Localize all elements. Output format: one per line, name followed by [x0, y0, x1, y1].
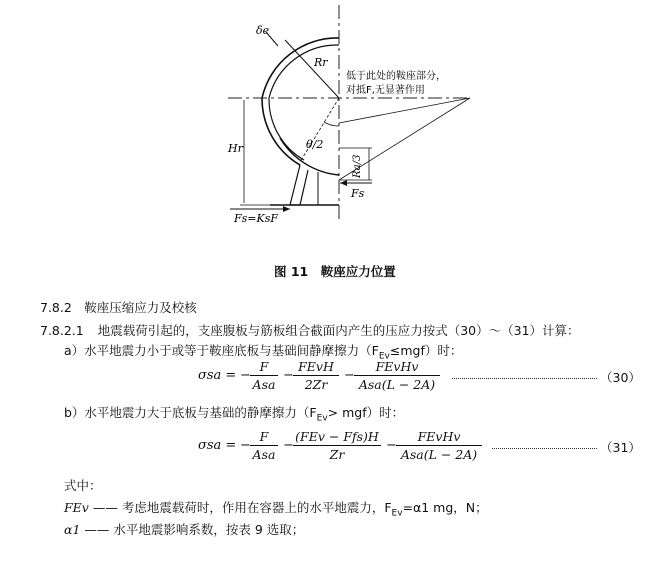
- eq31-lhs: σsa =: [198, 438, 237, 453]
- def1-symbol: FEv: [64, 500, 89, 515]
- eq31-t2-den: Zr: [329, 447, 345, 462]
- case-b-end: > mgf）时：: [327, 405, 405, 420]
- def1-end: =α1 mg，N；: [402, 500, 488, 515]
- eq31-t3-den: Asa(L − 2A): [400, 447, 478, 462]
- radius-line: [285, 40, 339, 98]
- paragraph-text: 地震载荷引起的，支座腹板与筋板组合截面内产生的压应力按式（30）～（31）计算：: [97, 323, 580, 338]
- label-rr: Rr: [314, 56, 328, 69]
- definition-fev: [64, 500, 488, 522]
- case-a-label: a）水平地震力小于或等于鞍座底板与基础间静摩擦力（F: [64, 343, 379, 358]
- eq30-leader-dots: [452, 378, 597, 379]
- label-hr: Hr: [228, 142, 243, 155]
- eq31-t1-den: Asa: [252, 447, 276, 462]
- case-b-label: b）水平地震力大于底板与基础的静摩擦力（F: [64, 405, 317, 420]
- case-a-end: ≤mgf）时：: [389, 343, 463, 358]
- def2-text: —— 水平地震影响系数，按表 9 选取；: [84, 522, 305, 537]
- eq31-term-3: [396, 429, 482, 462]
- label-theta-half: θ/2: [306, 138, 324, 151]
- case-b-sub: Ev: [316, 413, 328, 424]
- label-ra3: Ra/3: [352, 154, 363, 178]
- eq30-t2-num: FEvH: [293, 359, 339, 376]
- saddle-stress-figure: [0, 0, 656, 260]
- eq31-t1-num: F: [250, 429, 278, 446]
- where-label: 式中：: [64, 478, 102, 493]
- eq30-lhs: σsa =: [198, 368, 237, 383]
- eq31-leader-dots: [492, 448, 597, 449]
- vessel-shell-inner: [269, 45, 339, 160]
- eq31-minus-2: −: [283, 438, 294, 453]
- eq31-tag: （31）: [600, 440, 641, 455]
- theta-arc: [324, 122, 339, 126]
- eq30-t1-num: F: [250, 359, 278, 376]
- eq30-minus-2: −: [283, 368, 294, 383]
- eq30-t2-den: 2Zr: [304, 377, 328, 392]
- def1-sub: Ev: [391, 508, 403, 519]
- eq30-t3-den: Asa(L − 2A): [358, 377, 436, 392]
- theta-ray: [300, 98, 339, 162]
- figure-caption: 图 11 鞍座应力位置: [274, 264, 396, 279]
- figure-note-line2: 对抵F,无显著作用: [346, 85, 425, 96]
- def1-text: —— 考虑地震载荷时，作用在容器上的水平地震力，F: [92, 500, 392, 515]
- eq30-t1-den: Asa: [252, 377, 276, 392]
- eq31-minus-3: −: [386, 438, 397, 453]
- eq30-tag: （30）: [600, 370, 641, 385]
- case-b-text: [64, 405, 404, 427]
- eq31-t2-num: (FEv − Ffs)H: [293, 429, 381, 446]
- eq30-term-1: [250, 359, 278, 392]
- eq31-minus-1: −: [240, 438, 251, 453]
- eq30-term-3: [354, 359, 440, 392]
- saddle-web: [290, 165, 308, 205]
- eq30-t3-num: FEvHv: [354, 359, 440, 376]
- eq30-minus-3: −: [344, 368, 355, 383]
- section-heading: 7.8.2 鞍座压缩应力及校核: [40, 300, 197, 315]
- fs-arrowhead: [340, 180, 347, 186]
- label-delta-e: δe: [256, 24, 270, 37]
- def2-symbol: α1: [64, 522, 81, 537]
- label-fs-ks-f: Fs=KsF: [234, 212, 278, 225]
- label-fs: Fs: [351, 187, 365, 200]
- case-a-sub: Ev: [378, 351, 390, 362]
- eq31-term-2: [293, 429, 381, 462]
- ks-force-arrowhead: [283, 206, 290, 212]
- definition-alpha1: [64, 522, 304, 538]
- figure-note-line1: 低于此处的鞍座部分，: [346, 71, 446, 82]
- eq30-minus-1: −: [240, 368, 251, 383]
- paragraph-number: 7.8.2.1: [40, 323, 84, 338]
- eq31-term-1: [250, 429, 278, 462]
- eq31-t3-num: FEvHv: [396, 429, 482, 446]
- eq30-term-2: [293, 359, 339, 392]
- paragraph-7821: [40, 323, 580, 339]
